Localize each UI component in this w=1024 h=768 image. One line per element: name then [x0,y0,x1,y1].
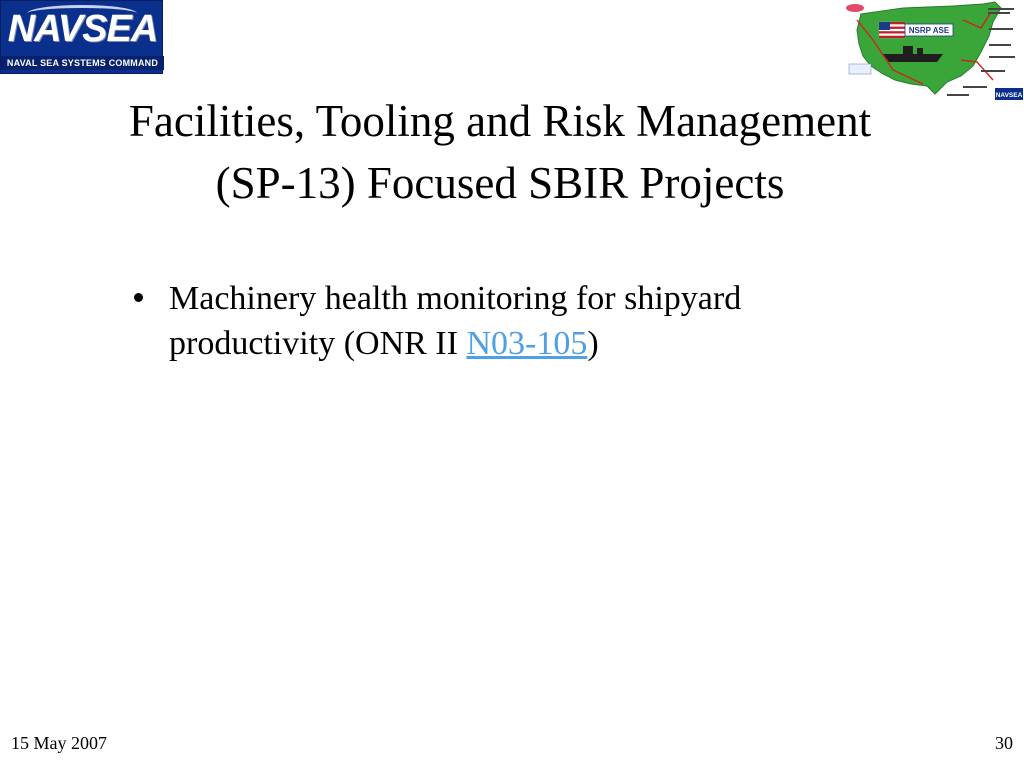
bullet-text-end: ) [587,325,599,362]
bullet-icon [134,293,143,302]
bullet-list [130,276,890,366]
nsrp-ase-label: NSRP ASE [908,26,950,35]
mini-navsea-badge: NAVSEA [995,92,1023,99]
navsea-logo-subtitle: NAVAL SEA SYSTEMS COMMAND [1,56,164,70]
navsea-logo [0,0,163,74]
callout-box [849,64,871,74]
slide-title-line-1: Facilities, Tooling and Risk Management [128,96,872,146]
sbir-topic-link[interactable]: N03-105 [466,325,588,362]
slide-title-line-2: (SP-13) Focused SBIR Projects [215,158,785,208]
flag-icon [879,22,905,38]
callout-marker [846,4,864,12]
nsrp-ase-map-logo [843,0,1024,104]
bullet-text: Machinery health monitoring for shipyard productivity (ONR II [169,280,742,362]
footer-date: 15 May 2007 [11,733,107,753]
slide-title [0,90,1000,214]
footer-page-number: 30 [995,733,1013,753]
navsea-logo-word: NAVSEA [7,8,158,50]
bullet-item [130,276,890,366]
